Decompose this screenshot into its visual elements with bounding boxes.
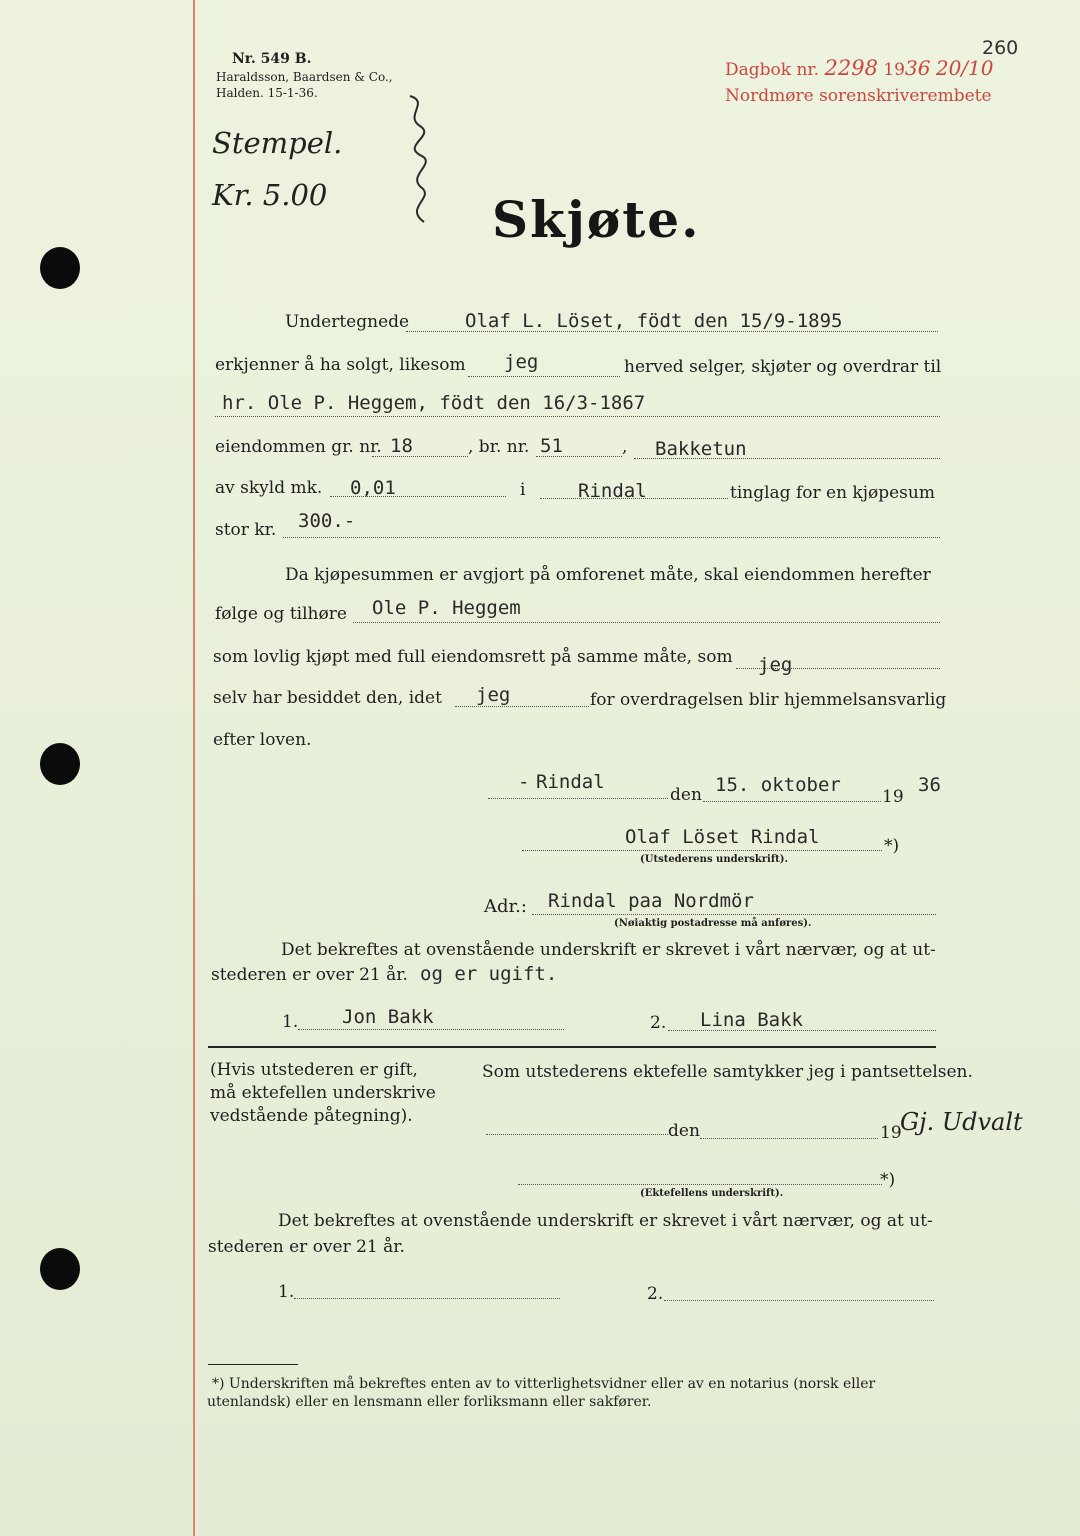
para2-line1: Da kjøpesummen er avgjort på omforenet måte, skal eiendommen herefter [285,565,931,585]
printer-name: Haraldsson, Baardsen & Co., [216,70,393,84]
year-field: 36 [918,774,941,796]
witness2-number: 2. [650,1013,667,1033]
br-nr-field: 51 [540,435,563,457]
spouse-witness1-line [294,1298,560,1299]
address-caption: (Nøiaktig postadresse må anføres). [614,918,812,929]
witness-text-line2: stederen er over 21 år. [211,965,408,985]
spouse-place-line [486,1134,668,1135]
seller-pronoun: jeg [504,351,539,373]
spouse-handwritten-note: Gj. Udvalt [900,1108,1023,1136]
new-owner-field: Ole P. Heggem [372,597,521,619]
footnote-line1: *) Underskriften må bekreftes enten av to vitterlighetsvidner eller av en notarius (norsk eller [212,1376,876,1392]
spouse-year-prefix: 19 [880,1123,902,1143]
spouse-witness-text-line2: stederen er over 21 år. [208,1237,405,1257]
punch-hole-3 [40,1248,80,1290]
place-mark: - [518,771,530,793]
skyld-field: 0,01 [350,477,396,499]
spouse-signature-caption: (Ektefellens underskrift). [640,1188,784,1199]
witness1-field: Jon Bakk [342,1006,434,1028]
bracket-squiggle-icon [396,92,442,232]
gr-nr-line [372,456,468,457]
witness-addition: og er ugift. [420,963,558,985]
signature-field: Olaf Löset Rindal [625,826,820,848]
printer-place-date: Halden. 15-1-36. [216,86,318,100]
margin-line [193,0,195,1536]
municipality-field: Rindal [578,480,647,502]
herved-label: herved selger, skjøter og overdrar til [624,357,942,377]
spouse-witness2-line [664,1300,934,1301]
stamp-year-prefix: 19 [883,60,905,80]
spouse-note-line2: må ektefellen underskrive [210,1083,436,1103]
stamp-year: 36 [905,56,931,80]
price-line [283,537,940,538]
page-number: 260 [982,37,1019,59]
stamp-note-line2: Kr. 5.00 [212,178,328,212]
witness-text-line1: Det bekreftes at ovenstående underskrift er skrevet i vårt nærvær, og at ut- [281,940,936,960]
property-name-field: Bakketun [655,438,747,460]
pronoun3-line [455,706,589,707]
address-label: Adr.: [484,896,527,917]
punch-hole-2 [40,743,80,785]
skyld-label: av skyld mk. [215,478,323,498]
stamp-prefix: Dagbok nr. [725,60,820,80]
date-field: 15. oktober [715,774,841,796]
gr-nr-field: 18 [390,435,413,457]
comma: , [622,437,628,457]
spouse-consent-text: Som utstederens ektefelle samtykker jeg i pantsettelsen. [482,1062,973,1082]
spouse-signature-star: *) [880,1170,896,1190]
pronoun-line [468,376,620,377]
signature-star: *) [884,836,900,856]
section-divider [208,1046,936,1048]
spouse-witness2-number: 2. [647,1284,664,1304]
registry-stamp-line1 [725,56,994,80]
address-field: Rindal paa Nordmör [548,890,754,912]
signature-caption: (Utstederens underskrift). [640,854,788,865]
erkjenner-label: erkjenner å ha solgt, likesom [215,355,466,375]
witness2-field: Lina Bakk [700,1009,803,1031]
footnote-rule [208,1364,298,1365]
document-title: Skjøte. [492,190,701,249]
undertegnede-label: Undertegnede [285,312,410,332]
spouse-signature-line [518,1184,882,1185]
spouse-note-line1: (Hvis utstederen er gift, [210,1060,418,1080]
spouse-note-line3: vedstående påtegning). [210,1106,413,1126]
spouse-den-label: den [668,1121,700,1141]
witness1-line [298,1029,564,1030]
pronoun3-field: jeg [476,684,511,706]
signature-line [522,850,882,851]
tinglag-label: tinglag for en kjøpesum [730,483,935,503]
efter-loven: efter loven. [213,730,312,750]
diary-number: 2298 [824,56,878,80]
overdrag-label: for overdragelsen blir hjemmelsansvarlig [590,690,947,710]
eiendom-label: eiendommen gr. nr. [215,437,382,457]
folge-label: følge og tilhøre [215,604,347,624]
price-field: 300.- [298,510,356,532]
stamp-date: 20/10 [935,56,994,80]
spouse-witness-text-line1: Det bekreftes at ovenstående underskrift er skrevet i vårt nærvær, og at ut- [278,1211,933,1231]
spouse-witness1-number: 1. [278,1282,295,1302]
br-nr-label: , br. nr. [468,437,530,457]
den-label: den [670,785,702,805]
registry-stamp-line2: Nordmøre sorenskriverembete [725,86,992,106]
stamp-note-line1: Stempel. [212,126,343,160]
form-number: Nr. 549 B. [232,51,312,67]
i-label: i [520,480,526,500]
year-prefix: 19 [882,787,904,807]
punch-hole-1 [40,247,80,289]
seller-field: Olaf L. Löset, födt den 15/9-1895 [465,310,843,332]
witness1-number: 1. [282,1012,299,1032]
buyer-field: hr. Ole P. Heggem, födt den 16/3-1867 [222,392,646,414]
spouse-date-line [700,1138,878,1139]
footnote-line2: utenlandsk) eller en lensmann eller forliksmann eller sakfører. [207,1394,652,1410]
lovlig-label: som lovlig kjøpt med full eiendomsrett på samme måte, som [213,647,733,667]
address-line [532,914,936,915]
pronoun2-field: jeg [758,654,793,676]
stor-kr-label: stor kr. [215,520,277,540]
buyer-line [215,416,940,417]
selv-label: selv har besiddet den, idet [213,688,442,708]
place-field: Rindal [536,771,605,793]
place-line [488,798,668,799]
date-line [703,801,881,802]
new-owner-line [353,622,940,623]
